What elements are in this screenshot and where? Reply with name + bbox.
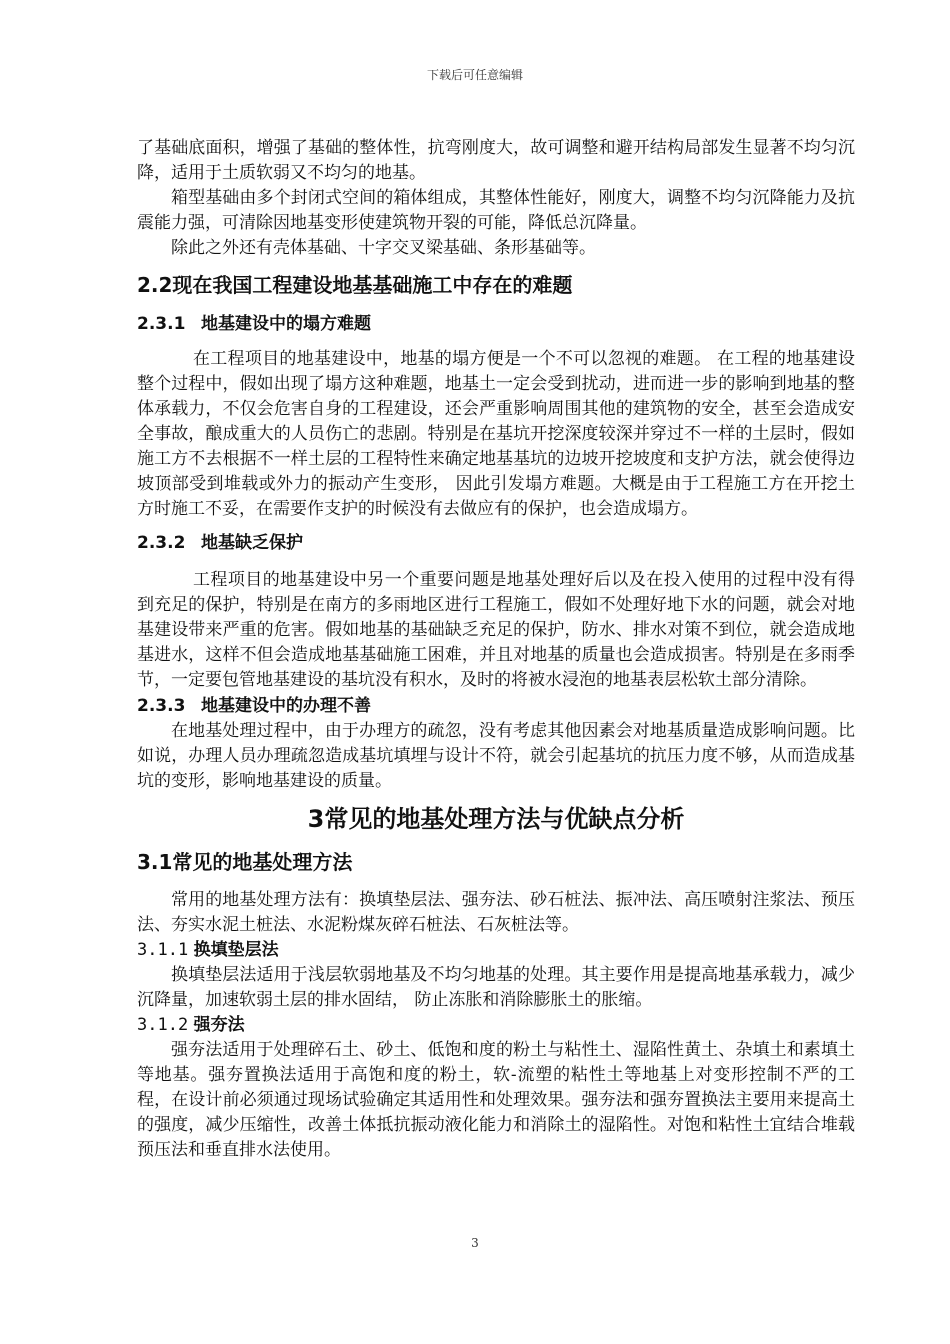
paragraph: 换填垫层法适用于浅层软弱地基及不均匀地基的处理。其主要作用是提高地基承载力，减少沉降量，加速软弱土层的排水固结， 防止冻胀和消除膨胀土的胀缩。 xyxy=(137,965,855,1010)
heading-number: 2.3.2 xyxy=(137,533,186,553)
paragraph: 工程项目的地基建设中另一个重要问题是地基处理好后以及在投入使用的过程中没有得到充足的保护，特别是在南方的多雨地区进行工程施工，假如不处理好地下水的问题，就会对地基建设带来严重的危害。假如地基的基础缺乏充足的保护，防水、排水对策不到位，就会造成地基进水，这样不但会造成地基基础施工困难，并且对地基的质量也会造成损害。特别是在多雨季节，一定要包管地基建设的基坑没有积水，及时的将被水浸泡的地基表层松软土部分清除。 xyxy=(137,570,855,690)
section-heading-2-3-3 xyxy=(137,693,855,719)
heading-number: 2.3.1 xyxy=(137,314,186,334)
heading-number: 2.3.3 xyxy=(137,696,186,716)
paragraph: 箱型基础由多个封闭式空间的箱体组成，其整体性能好，刚度大，调整不均匀沉降能力及抗震能力强，可清除因地基变形使建筑物开裂的可能，降低总沉降量。 xyxy=(137,188,855,233)
paragraph: 了基础底面积，增强了基础的整体性，抗弯刚度大，故可调整和避开结构局部发生显著不均匀沉降，适用于土质软弱又不均匀的地基。 xyxy=(137,138,855,183)
heading-title: 强夯法 xyxy=(193,1015,245,1035)
paragraph: 除此之外还有壳体基础、十字交叉梁基础、条形基础等。 xyxy=(171,238,596,258)
heading-number: 3.1.2 xyxy=(137,1015,189,1035)
paragraph: 在工程项目的地基建设中，地基的塌方便是一个不可以忽视的难题。 在工程的地基建设整个过程中，假如出现了塌方这种难题，地基土一定会受到扰动，进而进一步的影响到地基的整体承载力，不仅会危害自身的工程建设，还会严重影响周围其他的建筑物的安全，甚至会造成安全事故，酿成重大的人员伤亡的悲剧。特别是在基坑开挖深度较深并穿过不一样的土层时，假如施工方不去根据不一样土层的工程特性来确定地基基坑的边坡开挖坡度和支护方法，就会使得边坡顶部受到堆载或外力的振动产生变形， 因此引发塌方难题。大概是由于工程施工方在开挖土方时施工不妥，在需要作支护的时候没有去做应有的保护，也会造成塌方。 xyxy=(137,349,855,519)
section-heading-3-1-2 xyxy=(137,1013,855,1038)
chapter-heading-3: 3常见的地基处理方法与优缺点分析 xyxy=(307,805,685,833)
heading-number: 3.1.1 xyxy=(137,940,189,960)
heading-title: 换填垫层法 xyxy=(193,940,279,960)
section-heading-2-3-1 xyxy=(137,311,855,337)
page-header: 下载后可任意编辑 xyxy=(426,68,523,82)
heading-title: 地基建设中的办理不善 xyxy=(201,696,371,716)
section-heading-3-1-1 xyxy=(137,938,855,963)
section-heading-3-1: 3.1常见的地基处理方法 xyxy=(137,850,353,874)
page-number: 3 xyxy=(471,1236,479,1250)
section-heading-2-2: 2.2现在我国工程建设地基基础施工中存在的难题 xyxy=(137,273,573,297)
heading-title: 地基建设中的塌方难题 xyxy=(201,314,371,334)
paragraph: 常用的地基处理方法有：换填垫层法、强夯法、砂石桩法、振冲法、高压喷射注浆法、预压法、夯实水泥土桩法、水泥粉煤灰碎石桩法、石灰桩法等。 xyxy=(137,890,855,935)
paragraph: 强夯法适用于处理碎石土、砂土、低饱和度的粉土与粘性土、湿陷性黄土、杂填土和素填土等地基。强夯置换法适用于高饱和度的粉土，软-流塑的粘性土等地基上对变形控制不严的工程，在设计前必须通过现场试验确定其适用性和处理效果。强夯法和强夯置换法主要用来提高土的强度，减少压缩性，改善土体抵抗振动液化能力和消除土的湿陷性。对饱和粘性土宜结合堆载预压法和垂直排水法使用。 xyxy=(137,1040,855,1160)
paragraph: 在地基处理过程中，由于办理方的疏忽，没有考虑其他因素会对地基质量造成影响问题。比如说，办理人员办理疏忽造成基坑填埋与设计不符，就会引起基坑的抗压力度不够，从而造成基坑的变形，影响地基建设的质量。 xyxy=(137,721,855,791)
heading-title: 地基缺乏保护 xyxy=(201,533,303,553)
section-heading-2-3-2 xyxy=(137,530,855,556)
page-content xyxy=(137,136,855,1163)
